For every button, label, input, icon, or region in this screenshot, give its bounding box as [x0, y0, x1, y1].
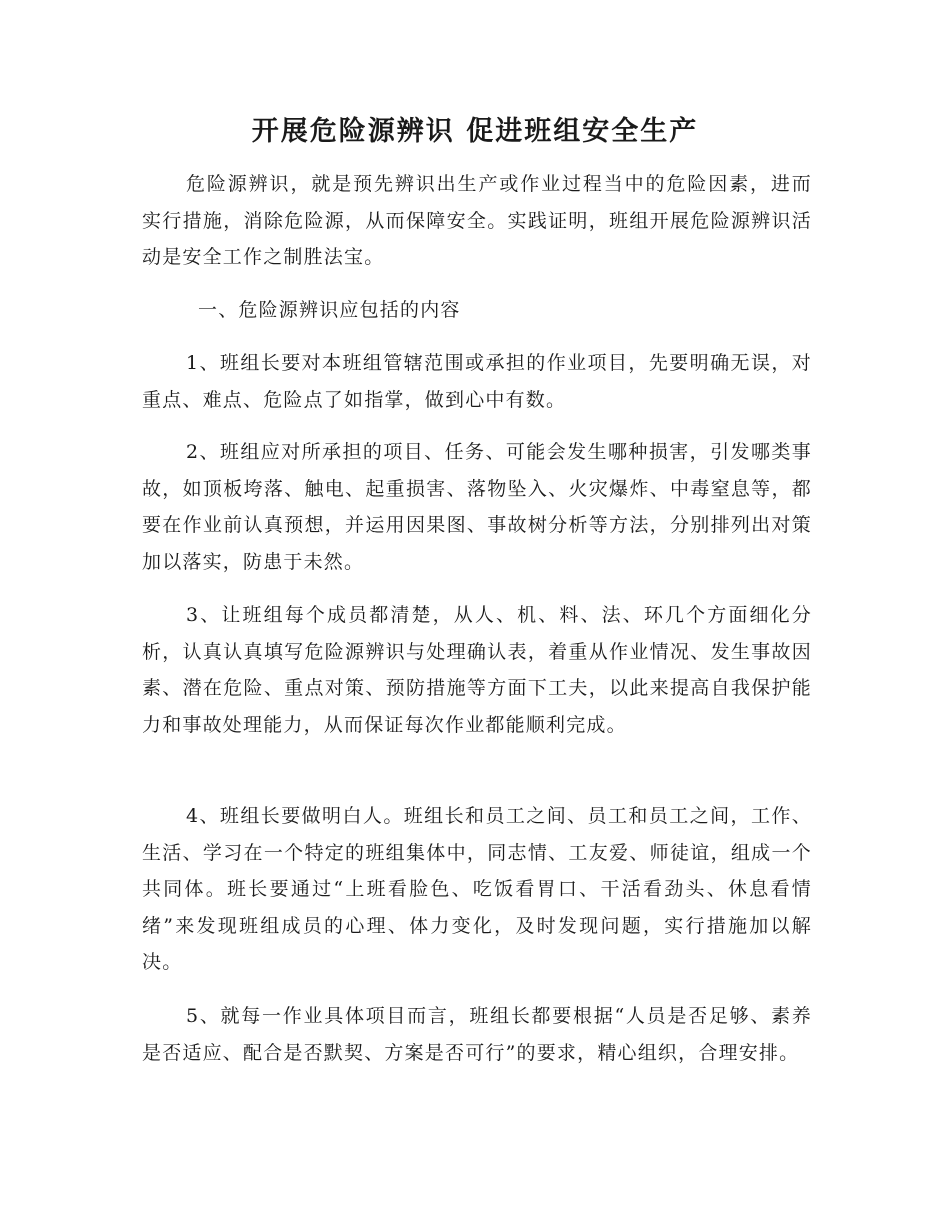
list-item: 5、就每一作业具体项目而言，班组长都要根据“人员是否足够、素养是否适应、配合是否默契、方案是否可行”的要求，精心组织，合理安排。	[142, 1005, 812, 1064]
list-item: 3、让班组每个成员都清楚，从人、机、料、法、环几个方面细化分析，认真认真填写危险源辨识与处理确认表，着重从作业情况、发生事故因素、潜在危险、重点对策、预防措施等方面下工夫，以此来提高自我保护能力和事故处理能力，从而保证每次作业都能顺利完成。	[142, 604, 812, 736]
list-item: 2、班组应对所承担的项目、任务、可能会发生哪种损害，引发哪类事故，如顶板垮落、触电、起重损害、落物坠入、火灾爆炸、中毒窒息等，都要在作业前认真预想，并运用因果图、事故树分析等方法，分别排列出对策加以落实，防患于未然。	[142, 441, 812, 573]
section-heading: 一、危险源辨识应包括的内容	[198, 299, 461, 321]
list-item: 4、班组长要做明白人。班组长和员工之间、员工和员工之间，工作、生活、学习在一个特定的班组集体中，同志情、工友爱、师徒谊，组成一个共同体。班长要通过“上班看脸色、吃饭看胃口、干活看劲头、休息看情绪”来发现班组成员的心理、体力变化，及时发现问题，实行措施加以解决。	[142, 805, 812, 973]
document-title: 开展危险源辨识 促进班组安全生产	[251, 116, 699, 147]
list-item: 1、班组长要对本班组管辖范围或承担的作业项目，先要明确无误，对重点、难点、危险点了如指掌，做到心中有数。	[142, 352, 812, 411]
intro-paragraph: 危险源辨识，就是预先辨识出生产或作业过程当中的危险因素，进而实行措施，消除危险源，从而保障安全。实践证明，班组开展危险源辨识活动是安全工作之制胜法宝。	[142, 173, 812, 268]
